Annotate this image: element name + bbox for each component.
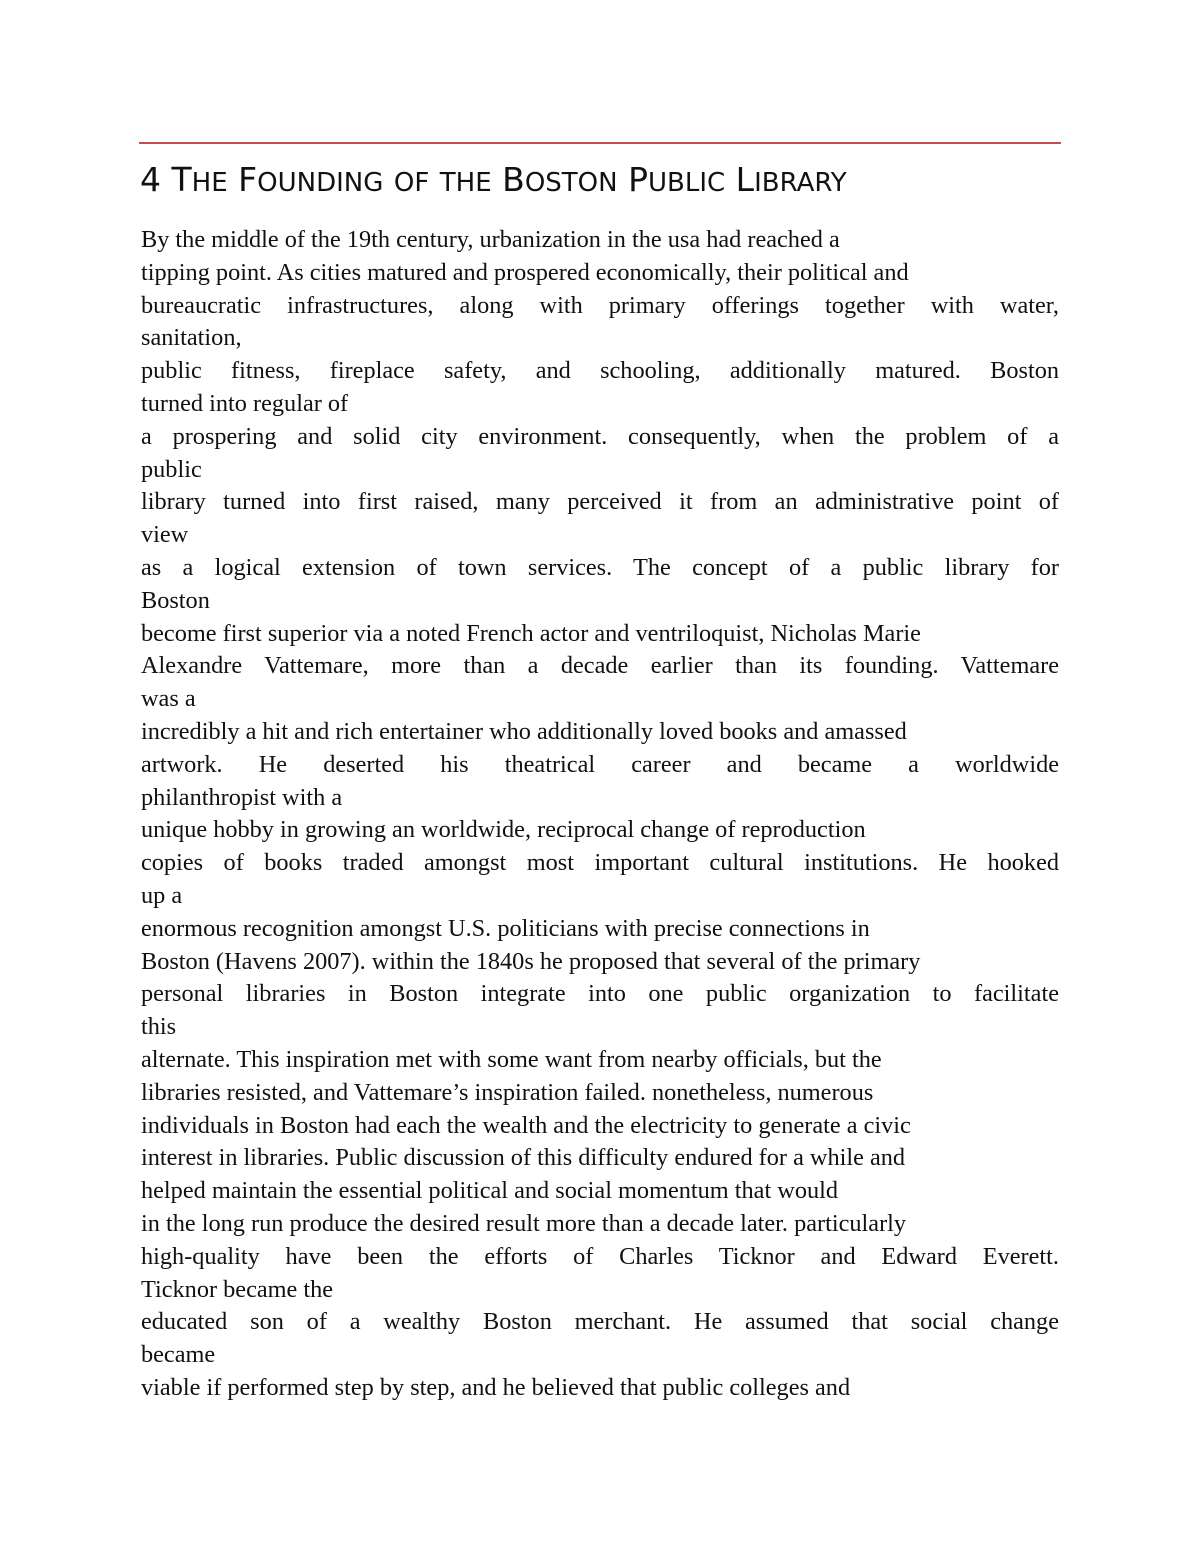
heading-word-initial: F — [238, 160, 258, 199]
text-line: in the long run produce the desired result more than a decade later. particularly — [141, 1209, 907, 1237]
text-line: unique hobby in growing an worldwide, reciprocal change of reproduction — [141, 816, 866, 844]
text-line: incredibly a hit and rich entertainer who additionally loved books and amassed — [141, 717, 907, 745]
heading-word — [172, 160, 228, 199]
section-title — [172, 160, 847, 199]
heading-divider — [139, 142, 1061, 144]
heading-word-rest: IBRARY — [754, 168, 847, 198]
heading-word — [238, 160, 383, 199]
heading-word-rest: HE — [191, 168, 228, 198]
text-line: as a logical extension of town services. The concept of a public library for — [141, 553, 1059, 581]
text-line: philanthropist with a — [141, 783, 343, 811]
heading-word — [502, 160, 617, 199]
text-line: was a — [141, 685, 196, 713]
text-line: bureaucratic infrastructures, along with primary offerings together with water, — [141, 291, 1059, 319]
heading-word-initial: L — [735, 160, 755, 199]
heading-word-rest: THE — [439, 168, 492, 198]
heading-word — [394, 160, 429, 199]
text-line: alternate. This inspiration met with some want from nearby officials, but the — [141, 1045, 882, 1073]
text-line: public — [141, 455, 202, 483]
text-line: artwork. He deserted his theatrical career and became a worldwide — [141, 750, 1059, 778]
heading-word-rest: OSTON — [524, 168, 618, 198]
heading-word — [628, 160, 725, 199]
text-line: Alexandre Vattemare, more than a decade earlier than its founding. Vattemare — [141, 652, 1059, 680]
text-line: a prospering and solid city environment. consequently, when the problem of a — [141, 422, 1059, 450]
text-line: this — [141, 1013, 177, 1041]
heading-word-rest: OUNDING — [257, 168, 384, 198]
text-line: up a — [141, 881, 183, 909]
text-line: enormous recognition amongst U.S. politicians with precise connections in — [141, 914, 870, 942]
text-line: helped maintain the essential political and social momentum that would — [141, 1177, 839, 1205]
text-line: viable if performed step by step, and he believed that public colleges and — [141, 1373, 851, 1401]
text-line: Boston — [141, 586, 210, 614]
text-line: public fitness, fireplace safety, and schooling, additionally matured. Boston — [141, 357, 1059, 385]
section-heading — [140, 153, 1060, 210]
text-line: By the middle of the 19th century, urbanization in the usa had reached a — [141, 226, 840, 253]
heading-word-initial: B — [502, 160, 525, 199]
text-line: personal libraries in Boston integrate into one public organization to facilitate — [141, 980, 1059, 1008]
text-line: turned into regular of — [141, 389, 349, 417]
text-line: copies of books traded amongst most important cultural institutions. He hooked — [141, 849, 1059, 877]
text-line: Boston (Havens 2007). within the 1840s he proposed that several of the primary — [141, 947, 921, 975]
heading-word-rest: UBLIC — [647, 168, 726, 198]
heading-word — [440, 160, 492, 199]
text-line: Ticknor became the — [141, 1275, 334, 1303]
text-line: libraries resisted, and Vattemare’s inspiration failed. nonetheless, numerous — [141, 1078, 874, 1106]
text-line: sanitation, — [141, 324, 242, 352]
text-line: high-quality have been the efforts of Charles Ticknor and Edward Everett. — [141, 1242, 1059, 1270]
text-line: individuals in Boston had each the wealth and the electricity to generate a civic — [141, 1111, 911, 1139]
body-text — [141, 224, 1059, 1405]
heading-word-rest: OF — [393, 168, 430, 198]
text-line: educated son of a wealthy Boston merchant. He assumed that social change — [141, 1308, 1059, 1336]
heading-word-initial: T — [171, 160, 192, 199]
text-line: became — [141, 1341, 216, 1369]
heading-word — [736, 160, 847, 199]
heading-word-initial: P — [628, 160, 648, 199]
text-line: interest in libraries. Public discussion of this difficulty endured for a while and — [141, 1144, 906, 1172]
text-line: view — [141, 521, 189, 549]
text-line: tipping point. As cities matured and prospered economically, their political and — [141, 258, 909, 286]
text-line: become first superior via a noted French actor and ventriloquist, Nicholas Marie — [141, 619, 921, 647]
text-line: library turned into first raised, many perceived it from an administrative point of — [141, 488, 1059, 516]
section-number: 4 — [140, 160, 161, 199]
